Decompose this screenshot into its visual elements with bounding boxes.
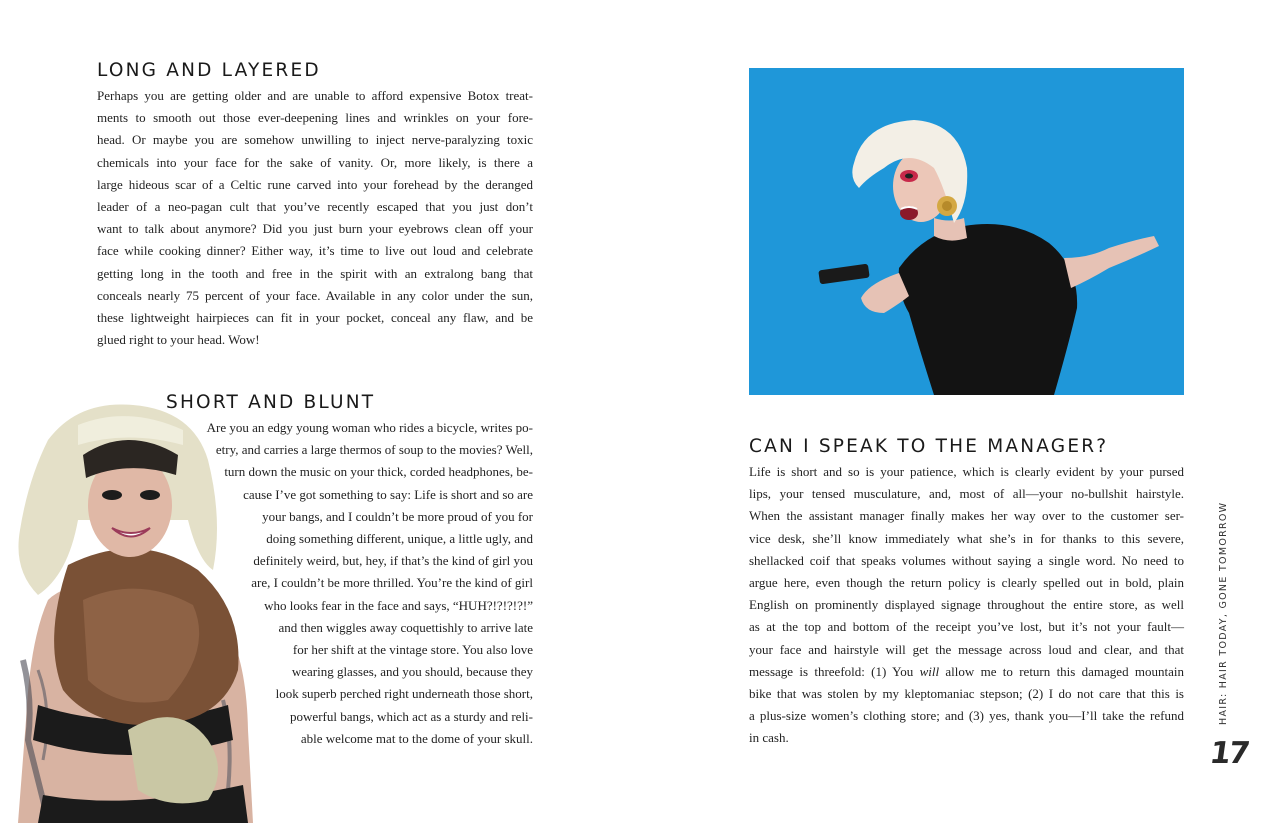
paragraph-long-and-layered — [97, 85, 533, 351]
text-segment: argue here, even though the return policy is clearly spelled out in bold, plain — [749, 575, 1184, 591]
text-line: leader of a neo-pagan cult that you’ve recently escaped that you just don’t — [97, 199, 533, 215]
text-line: for her shift at the vintage store. You also love — [292, 642, 533, 658]
text-line: able welcome mat to the dome of your skull. — [300, 730, 533, 746]
paragraph-short-and-blunt — [183, 417, 533, 750]
text-line: these lightweight hairpieces can fit in your pocket, conceal any flaw, and be — [97, 310, 533, 326]
text-line — [749, 461, 1184, 483]
text-line: head. Or maybe you are somehow unwilling to inject nerve-paralyzing toxic — [97, 132, 533, 148]
text-segment: as at the top and bottom of the receipt you’ve lost, but it’s not your fault— — [749, 619, 1184, 635]
text-line: chemicals into your face for the sake of vanity. Or, more likely, is there a — [97, 154, 533, 170]
text-segment: shellacked coif that speaks volumes without saying a single word. No need to — [749, 552, 1184, 568]
text-line: wearing glasses, and you should, because they — [291, 664, 533, 680]
text-segment: lips, your tensed musculature, and, most of all—your no-bullshit hairstyle. — [749, 486, 1184, 502]
page-number: 17 — [1207, 736, 1251, 771]
text-line — [749, 483, 1184, 505]
text-segment: in cash. — [749, 730, 789, 746]
text-line: definitely weird, but, hey, if that’s the kind of girl you — [253, 553, 533, 569]
text-line: ments to smooth out those ever-deepening lines and wrinkles on your fore- — [97, 110, 533, 126]
text-line: powerful bangs, which act as a sturdy and reli- — [290, 708, 533, 724]
text-segment: English on prominently displayed signage throughout the entire store, as well — [749, 597, 1184, 613]
text-line: getting long in the tooth and free in the spirit with an extralong bang that — [97, 265, 533, 281]
text-line: look superb perched right underneath those short, — [275, 686, 533, 702]
text-segment: When the assistant manager finally makes her way over to the customer ser- — [749, 508, 1184, 524]
section-heading-long-and-layered: LONG AND LAYERED — [97, 60, 321, 81]
text-line: Perhaps you are getting older and are unable to afford expensive Botox treat- — [97, 88, 533, 103]
text-line — [749, 594, 1184, 616]
text-line — [749, 505, 1184, 527]
text-line: are, I couldn’t be more thrilled. You’re the kind of girl — [251, 575, 533, 591]
text-segment: message is threefold: (1) You — [749, 663, 920, 679]
text-line — [749, 550, 1184, 572]
text-line: conceals nearly 75 percent of your face. Available in any color under the sun, — [97, 287, 533, 303]
text-segment: your face and hairstyle will get the message across loud and clear, and that — [749, 641, 1184, 657]
text-line — [749, 639, 1184, 661]
text-line — [749, 616, 1184, 638]
text-line: turn down the music on your thick, corded headphones, be- — [224, 464, 533, 480]
text-line — [749, 528, 1184, 550]
text-line: doing something different, unique, a little ugly, and — [266, 531, 533, 547]
paragraph-can-i-speak-to-the-manager — [749, 461, 1184, 750]
text-line: who looks fear in the face and says, “HUH?!?!?!?!” — [264, 597, 533, 613]
text-line — [749, 661, 1184, 683]
text-line — [749, 727, 1184, 749]
text-line: your bangs, and I couldn’t be more proud of you for — [262, 508, 533, 524]
text-segment: bike that was stolen by my kleptomaniac stepson; (2) I do not care that this is — [749, 686, 1184, 702]
running-head: HAIR: HAIR TODAY, GONE TOMORROW — [1218, 501, 1229, 725]
section-heading-short-and-blunt: SHORT AND BLUNT — [166, 392, 376, 413]
emphasis-text: will — [919, 663, 940, 679]
text-segment: a plus-size women’s clothing store; and (3) yes, thank you—I’ll take the refund — [749, 708, 1184, 724]
text-line: face while cooking dinner? Either way, it’s time to live out loud and celebrate — [97, 243, 533, 259]
text-line — [749, 683, 1184, 705]
text-segment: allow me to return this damaged mountain — [939, 663, 1184, 679]
section-heading-can-i-speak-to-the-manager: CAN I SPEAK TO THE MANAGER? — [749, 436, 1109, 457]
text-line: and then wiggles away coquettishly to arrive late — [278, 619, 533, 635]
text-line: want to talk about anymore? Did you just burn your eyebrows clean off your — [97, 221, 533, 237]
text-segment: Life is short and so is your patience, which is clearly evident by your pursed — [749, 464, 1184, 479]
text-line: etry, and carries a large thermos of soup to the movies? Well, — [215, 442, 533, 458]
text-line: cause I’ve got something to say: Life is short and so are — [243, 486, 533, 502]
text-line — [749, 572, 1184, 594]
text-line — [749, 705, 1184, 727]
text-line: large hideous scar of a Celtic rune carved into your forehead by the deranged — [97, 176, 533, 192]
text-line: glued right to your head. Wow! — [97, 332, 260, 348]
text-segment: vice desk, she’ll know immediately what she’s in for thanks to this severe, — [749, 530, 1184, 546]
text-line: Are you an edgy young woman who rides a bicycle, writes po- — [206, 420, 533, 435]
blue-background-photo-woman-with-phone — [749, 68, 1184, 395]
